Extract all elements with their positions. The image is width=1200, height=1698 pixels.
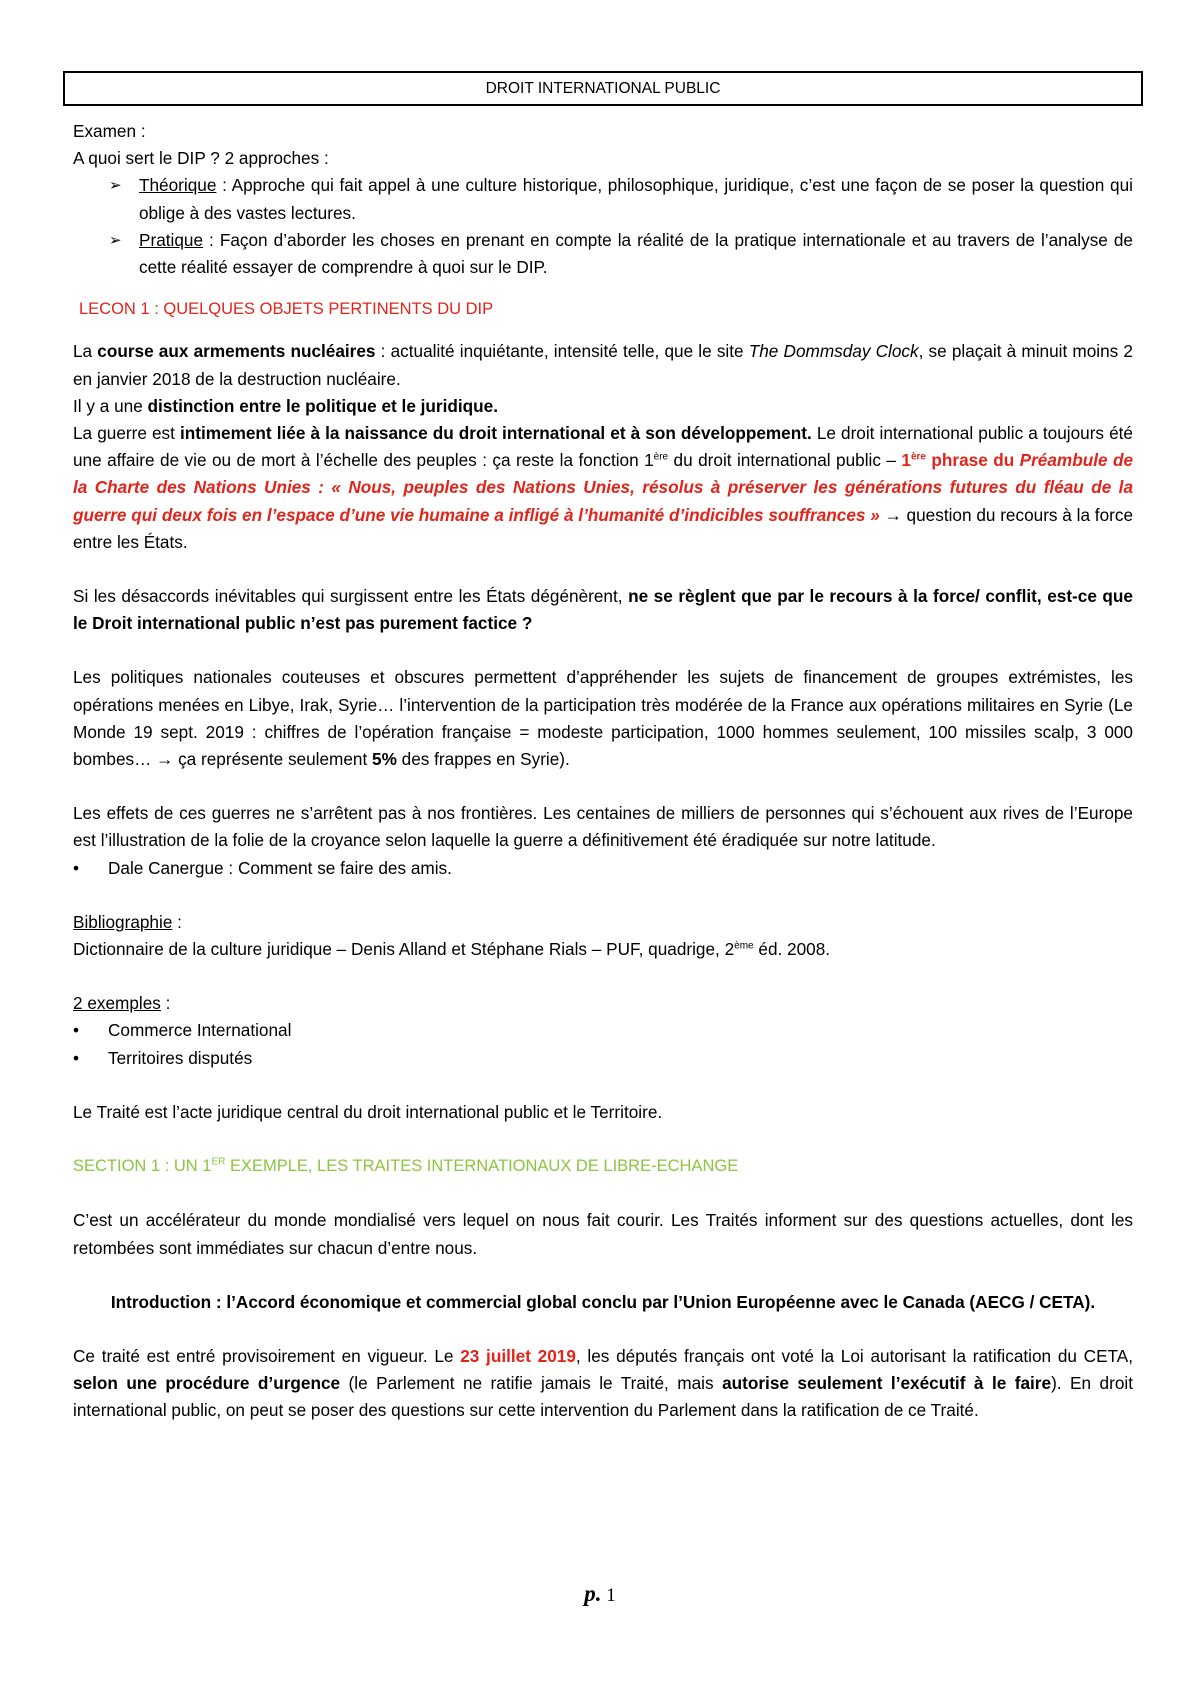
question-line: A quoi sert le DIP ? 2 approches :: [73, 148, 329, 169]
bullet-icon: •: [73, 1047, 80, 1068]
paragraph-traite: Le Traité est l’acte juridique central du droit international public et le Territoire.: [73, 1101, 663, 1122]
text-run: , les députés français ont voté la Loi autorisant la ratification du CETA,: [575, 1345, 1133, 1366]
paragraph-accelerateur: C’est un accélérateur du monde mondialisé vers lequel on nous fait courir. Les Traités informent sur des questions actuelles, dont les retombées sont immédiates sur chacun d’entre nous.: [73, 1210, 1133, 1258]
list-item: [73, 1045, 1133, 1072]
text-run: → question du recours à la force entre les États.: [73, 504, 1134, 552]
bullet-icon: •: [73, 1020, 80, 1041]
text-run: Il y a une: [73, 395, 148, 416]
paragraph-armements: [73, 338, 1133, 392]
paragraph-distinction: [73, 393, 1133, 420]
text-run: éd. 2008.: [753, 939, 831, 960]
text-run: des frappes en Syrie).: [396, 749, 570, 770]
text-run: Dictionnaire de la culture juridique – Denis Alland et Stéphane Rials – PUF, quadrige, 2: [73, 939, 735, 960]
text-run: course aux armements nucléaires: [97, 341, 376, 362]
approach-text: : Approche qui fait appel à une culture historique, philosophique, juridique, c’est une façon de se poser la question qui oblige à des vastes lectures.: [139, 175, 1133, 223]
text-run: (le Parlement ne ratifie jamais le Traité, mais: [340, 1373, 723, 1394]
text-run: 5%: [372, 749, 397, 770]
superscript: ème: [734, 940, 754, 952]
introduction-heading: Introduction : l’Accord économique et commercial global conclu par l’Union Européenne avec le Canada (AECG / CETA).: [110, 1291, 1096, 1312]
text-run: ). En droit international public, on peut se poser des questions sur cette intervention du Parlement dans la ratification de ce Traité.: [73, 1373, 1133, 1421]
bullet-icon: •: [73, 857, 80, 878]
text-run: du droit international public –: [668, 450, 902, 471]
text-run: Si les désaccords inévitables qui surgissent entre les États dégénèrent,: [73, 586, 629, 607]
text-run: La: [73, 341, 98, 362]
text-run: :: [160, 993, 171, 1014]
paragraph-guerre: [73, 420, 1133, 556]
text-run: EXEMPLE, LES TRAITES INTERNATIONAUX DE LIBRE-ECHANGE: [225, 1157, 739, 1176]
page-number-value: 1: [601, 1585, 616, 1606]
text-run: Ce traité est entré provisoirement en vigueur. Le: [73, 1345, 461, 1366]
superscript: ère: [910, 451, 926, 463]
bibliography-entry: [73, 936, 1133, 963]
arrow-bullet-icon: ➢: [109, 177, 122, 195]
paragraph-ceta: [73, 1343, 1133, 1425]
list-item: [73, 1017, 1133, 1044]
superscript: ER: [211, 1156, 226, 1168]
paragraph-effets: Les effets de ces guerres ne s’arrêtent pas à nos frontières. Les centaines de milliers de personnes qui s’échouent aux rives de l’Europe est l’illustration de la folie de la croyance selon laquelle la guerre a définitivement été éradiquée sur notre latitude.: [73, 803, 1133, 851]
document-title: DROIT INTERNATIONAL PUBLIC: [63, 71, 1143, 106]
lesson-heading: LECON 1 : QUELQUES OBJETS PERTINENTS DU DIP: [79, 300, 494, 319]
text-run: Les politiques nationales couteuses et obscures permettent d’appréhender les sujets de financement de groupes extrémistes, les opérations menées en Libye, Irak, Syrie… l’intervention de la participation très modérée de la France aux opérations militaires en Syrie (Le Monde 19 sept. 2019 : chiffres de l’opération française = modeste participation, 1000 hommes seulement, 100 missiles scalp, 3 000 bombes… → ça représente seulement: [73, 667, 1133, 770]
approach-text: : Façon d’aborder les choses en prenant en compte la réalité de la pratique internationale et au travers de l’analyse de cette réalité essayer de comprendre à quoi sur le DIP.: [139, 229, 1133, 278]
bibliography-heading: [73, 909, 1133, 936]
text-run: Le droit international public a toujours été une affaire de vie ou de mort à l’échelle des peuples : ça reste la fonction 1: [73, 423, 1133, 471]
text-run: Bibliographie: [73, 911, 173, 932]
approach-label: Théorique: [139, 175, 217, 196]
charter-quote: : « Nous, peuples des Nations Unies, résolus à préserver les générations futures du fléau de la guerre qui deux fois en l’espace d’une vie humaine a infligé à l’humanité d’indicibles souffrances »: [73, 477, 1134, 525]
text-run: distinction entre le politique et le juridique.: [147, 395, 498, 416]
text-run: SECTION 1 : UN 1: [73, 1157, 212, 1176]
text-run: selon une procédure d’urgence: [73, 1373, 341, 1394]
text-run: :: [172, 911, 182, 932]
approach-item-pratique: [73, 227, 1133, 281]
document-body: [73, 71, 1133, 1425]
text-run: 2 exemples: [73, 993, 161, 1014]
approach-label: Pratique: [139, 229, 204, 250]
text-run: autorise seulement l’exécutif à le faire: [722, 1373, 1052, 1394]
examples-heading: [73, 990, 1133, 1017]
paragraph-politiques: [73, 664, 1133, 773]
examen-line: Examen :: [73, 121, 146, 141]
list-item-text: Territoires disputés: [108, 1047, 253, 1068]
paragraph-desaccords: [73, 583, 1133, 637]
text-run: : actualité inquiétante, intensité telle, que le site: [375, 341, 749, 362]
text-run: Préambule de la Charte des Nations Unies: [73, 450, 1134, 498]
text-run: La guerre est: [73, 423, 180, 444]
text-run: , se plaçait à minuit moins 2 en janvier 2018 de la destruction nucléaire.: [73, 341, 1133, 389]
text-run: 1: [901, 450, 911, 471]
text-run: intimement liée à la naissance du droit international et à son développement.: [179, 423, 812, 444]
list-item-text: Commerce International: [108, 1020, 292, 1041]
section-heading: [73, 1153, 1133, 1180]
page-number-prefix: p.: [584, 1581, 602, 1606]
page-number: [0, 1580, 1200, 1609]
arrow-bullet-icon: ➢: [109, 231, 122, 249]
text-run: phrase du: [925, 450, 1020, 471]
list-item: [73, 855, 1133, 882]
text-run: ne se règlent que par le recours à la force/ conflit, est-ce que le Droit international public n’est pas purement factice ?: [73, 586, 1133, 634]
date-highlight: 23 juillet 2019: [460, 1345, 576, 1366]
approach-item-theorique: [73, 172, 1133, 226]
text-run: The Dommsday Clock: [748, 341, 919, 362]
superscript: ère: [653, 451, 669, 463]
list-item-text: Dale Canergue : Comment se faire des amis.: [108, 857, 452, 878]
